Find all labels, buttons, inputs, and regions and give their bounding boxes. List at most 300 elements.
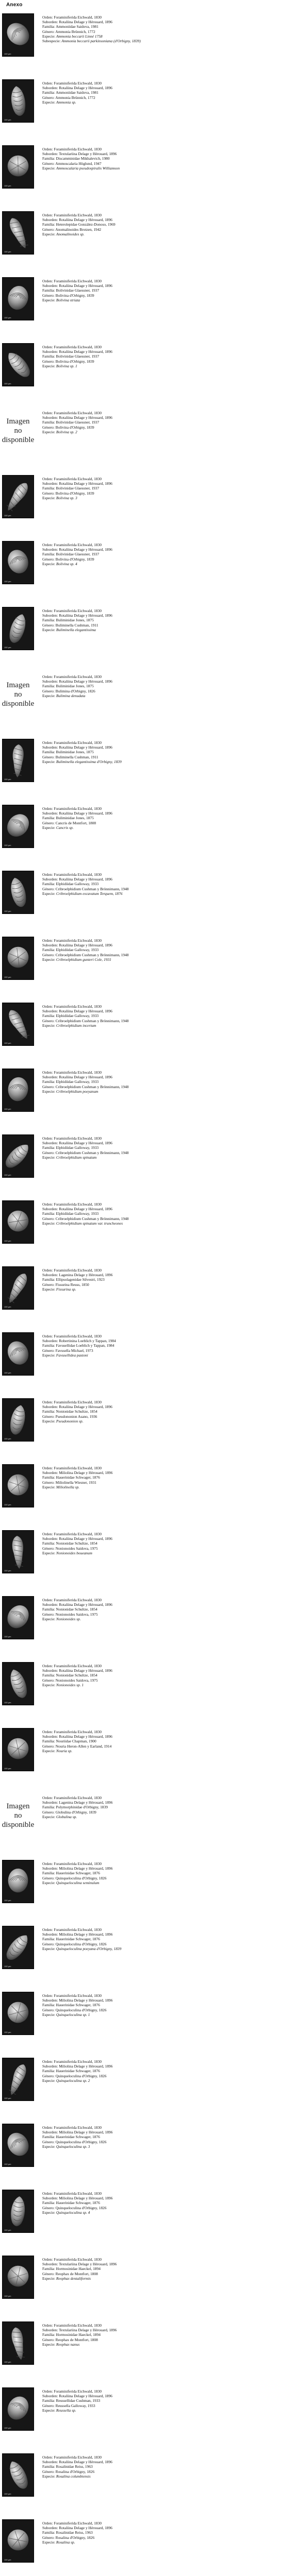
taxonomy-value: Cancris sp. — [56, 825, 74, 830]
taxonomy-value: Foraminiferida Eichwald, 1830 — [54, 1993, 102, 1998]
taxonomy-value: Foraminiferida Eichwald, 1830 — [54, 806, 102, 811]
taxonomy-line — [42, 1216, 290, 1221]
taxonomy-rank-label: Familia: — [42, 24, 56, 29]
species-entry — [0, 999, 293, 1049]
taxonomy-rank-label: Especie: — [42, 1814, 56, 1819]
taxonomy-line — [42, 1880, 290, 1885]
taxonomy-line — [42, 1805, 290, 1809]
taxonomy-line — [42, 2530, 290, 2535]
species-entry — [0, 2121, 293, 2170]
species-entry — [0, 472, 293, 521]
taxonomy-rank-label: Especie: — [42, 1352, 56, 1358]
taxonomy-line — [42, 29, 290, 34]
taxonomy-value: Hauerinidae Schwager, 1876 — [56, 1475, 100, 1480]
taxonomy-line — [42, 496, 290, 500]
taxonomy-line — [42, 953, 290, 957]
species-entry — [0, 1527, 293, 1577]
taxonomy-line — [42, 298, 290, 302]
taxonomy-value: Rotaliina Delage y Hérouard, 1896 — [59, 283, 112, 289]
taxonomy-rank-label: Género: — [42, 227, 56, 232]
specimen-shell — [3, 1601, 33, 1632]
taxonomy-value: Ammoniidae Saidova, 1981 — [56, 90, 99, 95]
taxonomy-line — [42, 1730, 290, 1734]
specimen-micrograph — [3, 1399, 34, 1441]
taxonomy-value: Miliolinella Wiesner, 1931 — [55, 1480, 96, 1485]
specimen-micrograph — [3, 1926, 34, 1969]
taxonomy-rank-label: Familia: — [42, 2200, 56, 2206]
taxonomy-line — [42, 147, 290, 151]
taxonomy-value: Heterolepidae González-Donoso, 1969 — [56, 222, 116, 227]
taxonomy-line — [42, 872, 290, 877]
specimen-image — [2, 13, 34, 57]
species-entry — [0, 1725, 293, 1774]
taxonomy-line — [42, 1946, 290, 1951]
taxonomy-rank-label: Orden: — [42, 147, 54, 151]
taxonomy-value: Foraminiferida Eichwald, 1830 — [54, 2323, 102, 2328]
taxonomy-line — [42, 100, 290, 105]
taxonomy-rank-label: Familia: — [42, 1145, 56, 1150]
taxonomy-value: Rotaliina Delage y Hérouard, 1896 — [59, 1734, 112, 1739]
taxonomy-rank-label: Suborden: — [42, 283, 59, 289]
taxonomy-rank-label: Género: — [42, 622, 56, 628]
species-entry — [0, 604, 293, 653]
taxonomy-value: Favusellidae Loeblich y Tappan, 1984 — [56, 1343, 115, 1348]
taxonomy-value: Bolivinidae Glaessner, 1937 — [56, 486, 100, 491]
species-entry — [0, 2055, 293, 2104]
taxonomy-line — [42, 887, 290, 891]
scale-bar-label: 100 µm — [4, 316, 11, 319]
taxonomy-line — [42, 2403, 290, 2408]
scale-bar-label: 100 µm — [4, 2493, 11, 2495]
taxonomy-line — [42, 2464, 290, 2469]
scale-bar-label: 100 µm — [4, 2427, 11, 2429]
taxonomy-rank-label: Familia: — [42, 222, 56, 227]
taxonomy-rank-label: Orden: — [42, 411, 54, 415]
taxonomy-line — [42, 2474, 290, 2479]
taxonomy-line — [42, 2196, 290, 2200]
specimen-micrograph — [3, 278, 34, 320]
specimen-micrograph — [3, 2256, 34, 2298]
taxonomy-value: Bolivina sp. 1 — [56, 363, 77, 368]
taxonomy-lines — [42, 1070, 290, 1094]
taxonomy-rank-label: Suborden: — [42, 151, 59, 157]
taxonomy-line — [42, 425, 290, 430]
taxonomy-rank-label: Género: — [42, 359, 56, 364]
specimen-image — [2, 1926, 34, 1969]
taxonomy-lines — [42, 2257, 290, 2281]
taxonomy-rank-label: Especie: — [42, 33, 56, 39]
taxonomy-value: Bolivina sp. 4 — [56, 561, 77, 566]
taxonomy-rank-label: Especie: — [42, 2144, 56, 2149]
taxonomy-rank-label: Suborden: — [42, 217, 59, 223]
taxonomy-rank-label: Género: — [42, 1018, 56, 1023]
specimen-micrograph — [3, 805, 34, 848]
taxonomy-lines — [42, 1993, 290, 2017]
taxonomy-rank-label: Orden: — [42, 1004, 54, 1009]
scale-bar-label: 100 µm — [4, 778, 11, 781]
taxonomy-value: Quinqueloculina d'Orbigny, 1826 — [55, 2073, 107, 2078]
taxonomy-line — [42, 288, 290, 293]
species-entry — [0, 2516, 293, 2566]
taxonomy-line — [42, 957, 290, 962]
taxonomy-rank-label: Familia: — [42, 2332, 56, 2337]
species-entry — [0, 340, 293, 389]
taxonomy-value: Buliminidae Jones, 1875 — [56, 618, 94, 623]
taxonomy-value: Foraminiferida Eichwald, 1830 — [54, 1268, 102, 1273]
specimen-micrograph — [3, 607, 34, 650]
taxonomy-line — [42, 1536, 290, 1541]
taxonomy-value: Reophax de Montfort, 1808 — [55, 2337, 98, 2342]
taxonomy-rank-label: Familia: — [42, 1673, 56, 1678]
taxonomy-value: Reussella sp. — [56, 2408, 76, 2413]
species-entry — [0, 538, 293, 587]
taxonomy-value: Nonionoides boueanum — [56, 1550, 92, 1555]
specimen-image — [2, 1069, 34, 1112]
species-entry — [0, 1461, 293, 1511]
taxonomy-lines — [42, 1400, 290, 1423]
taxonomy-line — [42, 2460, 290, 2464]
taxonomy-rank-label: Especie: — [42, 957, 56, 962]
taxonomy-rank-label: Especie: — [42, 1880, 56, 1885]
taxonomy-rank-label: Género: — [42, 1084, 56, 1089]
taxonomy-line — [42, 623, 290, 628]
taxonomy-rank-label: Familia: — [42, 552, 56, 557]
scale-bar-label: 100 µm — [4, 53, 11, 55]
taxonomy-rank-label: Familia: — [42, 420, 56, 425]
taxonomy-line — [42, 1409, 290, 1414]
taxonomy-line — [42, 1664, 290, 1668]
taxonomy-rank-label: Orden: — [42, 81, 54, 86]
taxonomy-rank-label: Familia: — [42, 90, 56, 95]
taxonomy-value: Foraminiferida Eichwald, 1830 — [54, 1730, 102, 1734]
taxonomy-line — [42, 1932, 290, 1937]
taxonomy-line — [42, 2078, 290, 2083]
taxonomy-line — [42, 806, 290, 811]
taxonomy-line — [42, 2272, 290, 2276]
specimen-micrograph — [3, 2322, 34, 2364]
taxonomy-line — [42, 415, 290, 420]
taxonomy-value: Buliminella Cushman, 1911 — [55, 622, 99, 628]
scale-bar-label: 100 µm — [4, 2558, 11, 2561]
taxonomy-rank-label: Familia: — [42, 486, 56, 491]
taxonomy-rank-label: Género: — [42, 1480, 56, 1485]
taxonomy-line — [42, 1004, 290, 1009]
taxonomy-value: Foraminiferida Eichwald, 1830 — [54, 1070, 102, 1075]
taxonomy-value: Globulina d'Orbigny, 1839 — [55, 1809, 96, 1815]
taxonomy-line — [42, 345, 290, 349]
taxonomy-line — [42, 1207, 290, 1211]
taxonomy-rank-label: Especie: — [42, 627, 56, 632]
taxonomy-value: Quinqueloculina d'Orbigny, 1826 — [55, 2007, 107, 2012]
taxonomy-rank-label: Orden: — [42, 1598, 54, 1602]
taxonomy-rank-label: Género: — [42, 29, 56, 34]
taxonomy-rank-label: Suborden: — [42, 943, 59, 948]
taxonomy-value: Foraminiferida Eichwald, 1830 — [54, 1334, 102, 1338]
taxonomy-value: Quinqueloculina d'Orbigny, 1826 — [55, 1941, 107, 1946]
taxonomy-rank-label: Especie: — [42, 297, 56, 302]
taxonomy-line — [42, 1273, 290, 1277]
taxonomy-value: Foraminiferida Eichwald, 1830 — [54, 1136, 102, 1141]
taxonomy-line — [42, 2389, 290, 2394]
taxonomy-rank-label: Especie: — [42, 99, 56, 105]
taxonomy-value: Rotaliina Delage y Hérouard, 1896 — [59, 415, 112, 420]
specimen-image — [2, 1332, 34, 1376]
taxonomy-value: Elphidiidae Galloway, 1933 — [56, 1013, 99, 1019]
taxonomy-value: Miliolina Delage y Hérouard, 1896 — [59, 1932, 113, 1937]
annex-title: Anexo — [6, 2, 23, 8]
taxonomy-rank-label: Orden: — [42, 2257, 54, 2262]
taxonomy-value: Rotaliina Delage y Hérouard, 1896 — [59, 1404, 112, 1410]
taxonomy-value: Favusella Michael, 1973 — [55, 1348, 93, 1353]
taxonomy-line — [42, 2140, 290, 2144]
taxonomy-rank-label: Especie: — [42, 891, 56, 896]
taxonomy-line — [42, 1678, 290, 1683]
species-entry — [0, 802, 293, 851]
specimen-micrograph — [3, 80, 34, 122]
taxonomy-value: Foraminiferida Eichwald, 1830 — [54, 608, 102, 613]
taxonomy-line — [42, 938, 290, 943]
specimen-image — [2, 1662, 34, 1705]
taxonomy-rank-label: Familia: — [42, 1409, 56, 1414]
taxonomy-rank-label: Orden: — [42, 477, 54, 481]
taxonomy-rank-label: Suborden: — [42, 745, 59, 750]
taxonomy-rank-label: Suborden: — [42, 1932, 59, 1937]
taxonomy-rank-label: Orden: — [42, 938, 54, 943]
taxonomy-value: Nouria Heron-Allen y Earland, 1914 — [55, 1743, 112, 1749]
taxonomy-rank-label: Orden: — [42, 608, 54, 613]
taxonomy-line — [42, 1414, 290, 1419]
taxonomy-value: Bolivina d'Orbigny, 1839 — [55, 293, 94, 298]
specimen-micrograph — [3, 1663, 34, 1705]
taxonomy-value: Bolivina d'Orbigny, 1839 — [55, 425, 94, 430]
taxonomy-line — [42, 15, 290, 20]
taxonomy-value: Elphidiidae Galloway, 1933 — [56, 947, 99, 953]
specimen-micrograph — [3, 1003, 34, 1045]
taxonomy-value: Discamminidae Mikhalevich, 1980 — [56, 156, 110, 161]
specimen-image — [2, 1003, 34, 1046]
specimen-micrograph — [3, 541, 34, 584]
specimen-micrograph — [3, 2388, 34, 2430]
taxonomy-line — [42, 825, 290, 830]
taxonomy-line — [42, 1075, 290, 1079]
taxonomy-rank-label: Orden: — [42, 2389, 54, 2394]
taxonomy-rank-label: Orden: — [42, 2521, 54, 2526]
taxonomy-value: Foraminiferida Eichwald, 1830 — [54, 2125, 102, 2130]
taxonomy-rank-label: Género: — [42, 2205, 56, 2210]
species-entry — [0, 1989, 293, 2038]
taxonomy-line — [42, 477, 290, 481]
taxonomy-line — [42, 1800, 290, 1805]
taxonomy-value: Elphidiidae Galloway, 1933 — [56, 1145, 99, 1150]
scale-bar-label: 100 µm — [4, 1899, 11, 1902]
taxonomy-rank-label: Género: — [42, 754, 56, 759]
specimen-shell — [8, 1869, 28, 1893]
taxonomy-value: Foraminiferida Eichwald, 1830 — [54, 872, 102, 877]
taxonomy-line — [42, 2526, 290, 2530]
taxonomy-value: Rotaliina Delage y Hérouard, 1896 — [59, 745, 112, 750]
taxonomy-value: Bolivina d'Orbigny, 1839 — [55, 490, 94, 496]
taxonomy-value: Polymorphinidae d'Orbigny, 1839 — [56, 1805, 108, 1810]
taxonomy-line — [42, 1810, 290, 1815]
taxonomy-line — [42, 2332, 290, 2337]
specimen-micrograph — [3, 1333, 34, 1375]
taxonomy-value: Quinqueloculina d'Orbigny, 1826 — [55, 2205, 107, 2210]
taxonomy-line — [42, 1089, 290, 1094]
taxonomy-value: Nouria sp. — [56, 1748, 73, 1753]
taxonomy-line — [42, 39, 290, 43]
specimen-image — [2, 2124, 34, 2167]
taxonomy-lines — [42, 1334, 290, 1358]
specimen-shell — [4, 2393, 32, 2424]
taxonomy-line — [42, 816, 290, 820]
taxonomy-line — [42, 2012, 290, 2017]
taxonomy-value: Cribroelphidium excavatum Terquem, 1876 — [56, 891, 123, 896]
taxonomy-rank-label: Suborden: — [42, 1602, 59, 1607]
specimen-micrograph — [3, 2058, 34, 2100]
specimen-image — [2, 1992, 34, 2035]
taxonomy-rank-label: Género: — [42, 2403, 56, 2408]
taxonomy-rank-label: Especie: — [42, 1748, 56, 1753]
taxonomy-rank-label: Orden: — [42, 345, 54, 349]
taxonomy-value: Ellipsolagenidae Silvestri, 1923 — [56, 1277, 105, 1282]
taxonomy-lines — [42, 345, 290, 368]
taxonomy-rank-label: Especie: — [42, 1616, 56, 1621]
specimen-micrograph — [3, 344, 34, 386]
taxonomy-value: Favusellidea pastoni — [56, 1352, 88, 1358]
taxonomy-rank-label: Género: — [42, 1743, 56, 1749]
taxonomy-lines — [42, 2125, 290, 2149]
taxonomy-rank-label: Género: — [42, 425, 56, 430]
taxonomy-line — [42, 1343, 290, 1348]
taxonomy-line — [42, 1019, 290, 1023]
taxonomy-value: Rotaliina Delage y Hérouard, 1896 — [59, 811, 112, 816]
taxonomy-rank-label: Suborden: — [42, 877, 59, 882]
taxonomy-line — [42, 1079, 290, 1084]
taxonomy-lines — [42, 15, 290, 43]
taxonomy-lines — [42, 2455, 290, 2479]
specimen-image — [2, 1860, 34, 1903]
taxonomy-value: Ammonia sp. — [56, 99, 76, 105]
taxonomy-rank-label: Especie: — [42, 1023, 56, 1028]
taxonomy-rank-label: Suborden: — [42, 2130, 59, 2135]
taxonomy-line — [42, 2262, 290, 2266]
specimen-micrograph — [3, 2124, 34, 2166]
taxonomy-value: Pseudononion sp. — [56, 1418, 84, 1423]
species-entry — [0, 2318, 293, 2368]
taxonomy-rank-label: Género: — [42, 1612, 56, 1617]
specimen-shell — [6, 284, 30, 312]
taxonomy-value: Buliminella elegantissima — [56, 627, 96, 632]
taxonomy-rank-label: Orden: — [42, 1334, 54, 1338]
taxonomy-lines — [42, 2191, 290, 2215]
taxonomy-rank-label: Género: — [42, 820, 56, 825]
taxonomy-rank-label: Suborden: — [42, 1075, 59, 1080]
taxonomy-value: Cribroelphidium Cushman y Brönnimann, 1948 — [55, 886, 129, 891]
taxonomy-rank-label: Especie: — [42, 1221, 56, 1226]
taxonomy-value: Textulariina Delage y Hérouard, 1896 — [59, 2328, 117, 2333]
taxonomy-line — [42, 411, 290, 415]
species-entry — [0, 1395, 293, 1445]
taxonomy-rank-label: Suborden: — [42, 1404, 59, 1410]
taxonomy-line — [42, 2408, 290, 2413]
taxonomy-line — [42, 2144, 290, 2149]
taxonomy-rank-label: Especie: — [42, 429, 56, 434]
taxonomy-line — [42, 947, 290, 952]
specimen-shell — [6, 2062, 28, 2097]
taxonomy-value: Nouriidae Chapman, 1900 — [56, 1739, 96, 1744]
specimen-image — [2, 937, 34, 980]
taxonomy-rank-label: Género: — [42, 1941, 56, 1946]
specimen-image — [2, 1464, 34, 1507]
taxonomy-value: Rotaliina Delage y Hérouard, 1896 — [59, 481, 112, 486]
taxonomy-line — [42, 562, 290, 566]
taxonomy-rank-label: Orden: — [42, 1268, 54, 1273]
species-entry — [0, 142, 293, 192]
specimen-micrograph — [3, 1992, 34, 2035]
taxonomy-rank-label: Especie: — [42, 759, 56, 764]
taxonomy-value: Cribroelphidium spinatum var. truncheones — [56, 1221, 123, 1226]
taxonomy-value: Foraminiferida Eichwald, 1830 — [54, 1861, 102, 1866]
taxonomy-value: Rotaliina Delage y Hérouard, 1896 — [59, 943, 112, 948]
species-entry — [0, 406, 293, 455]
taxonomy-line — [42, 1927, 290, 1932]
specimen-shell — [7, 1667, 30, 1700]
taxonomy-value: Foraminiferida Eichwald, 1830 — [54, 1532, 102, 1536]
taxonomy-line — [42, 279, 290, 283]
taxonomy-rank-label: Especie: — [42, 1089, 56, 1094]
taxonomy-rank-label: Suborden: — [42, 86, 59, 91]
taxonomy-value: Nonionidae Schultze, 1854 — [56, 1541, 97, 1546]
taxonomy-value: Foraminiferida Eichwald, 1830 — [54, 2521, 102, 2526]
taxonomy-line — [42, 161, 290, 166]
taxonomy-value: Rosalina d'Orbigny, 1826 — [55, 2535, 95, 2540]
specimen-shell — [7, 1076, 29, 1103]
taxonomy-line — [42, 2535, 290, 2540]
taxonomy-value: Pseudononion Asano, 1936 — [55, 1414, 97, 1419]
scale-bar-label: 100 µm — [4, 646, 11, 649]
taxonomy-rank-label: Suborden: — [42, 20, 59, 25]
taxonomy-rank-label: Suborden: — [42, 1536, 59, 1541]
taxonomy-line — [42, 1617, 290, 1621]
taxonomy-lines — [42, 477, 290, 500]
taxonomy-rank-label: Suborden: — [42, 2196, 59, 2201]
image-unavailable-placeholder: Imagen no disponible — [2, 417, 35, 444]
species-entry — [0, 1263, 293, 1313]
taxonomy-rank-label: Suborden: — [42, 349, 59, 354]
taxonomy-line — [42, 1211, 290, 1216]
taxonomy-rank-label: Familia: — [42, 1013, 56, 1019]
taxonomy-value: Foraminiferida Eichwald, 1830 — [54, 2389, 102, 2394]
species-entry — [0, 1791, 293, 1840]
taxonomy-value: Bolivina sp. 2 — [56, 429, 77, 434]
taxonomy-rank-label: Género: — [42, 1546, 56, 1551]
taxonomy-line — [42, 1532, 290, 1536]
taxonomy-line — [42, 20, 290, 24]
specimen-shell — [4, 1338, 32, 1368]
taxonomy-rank-label: Suborden: — [42, 679, 59, 684]
specimen-image — [2, 1728, 34, 1771]
taxonomy-line — [42, 618, 290, 622]
taxonomy-line — [42, 2206, 290, 2210]
taxonomy-rank-label: Familia: — [42, 2134, 56, 2140]
taxonomy-value: Anomalinoides Brotzen, 1942 — [55, 227, 102, 232]
taxonomy-line — [42, 232, 290, 236]
taxonomy-value: Reophax de Montfort, 1808 — [55, 2271, 98, 2276]
taxonomy-line — [42, 882, 290, 886]
taxonomy-line — [42, 1277, 290, 1282]
taxonomy-value: Rotaliina Delage y Hérouard, 1896 — [59, 1075, 112, 1080]
taxonomy-lines — [42, 147, 290, 171]
